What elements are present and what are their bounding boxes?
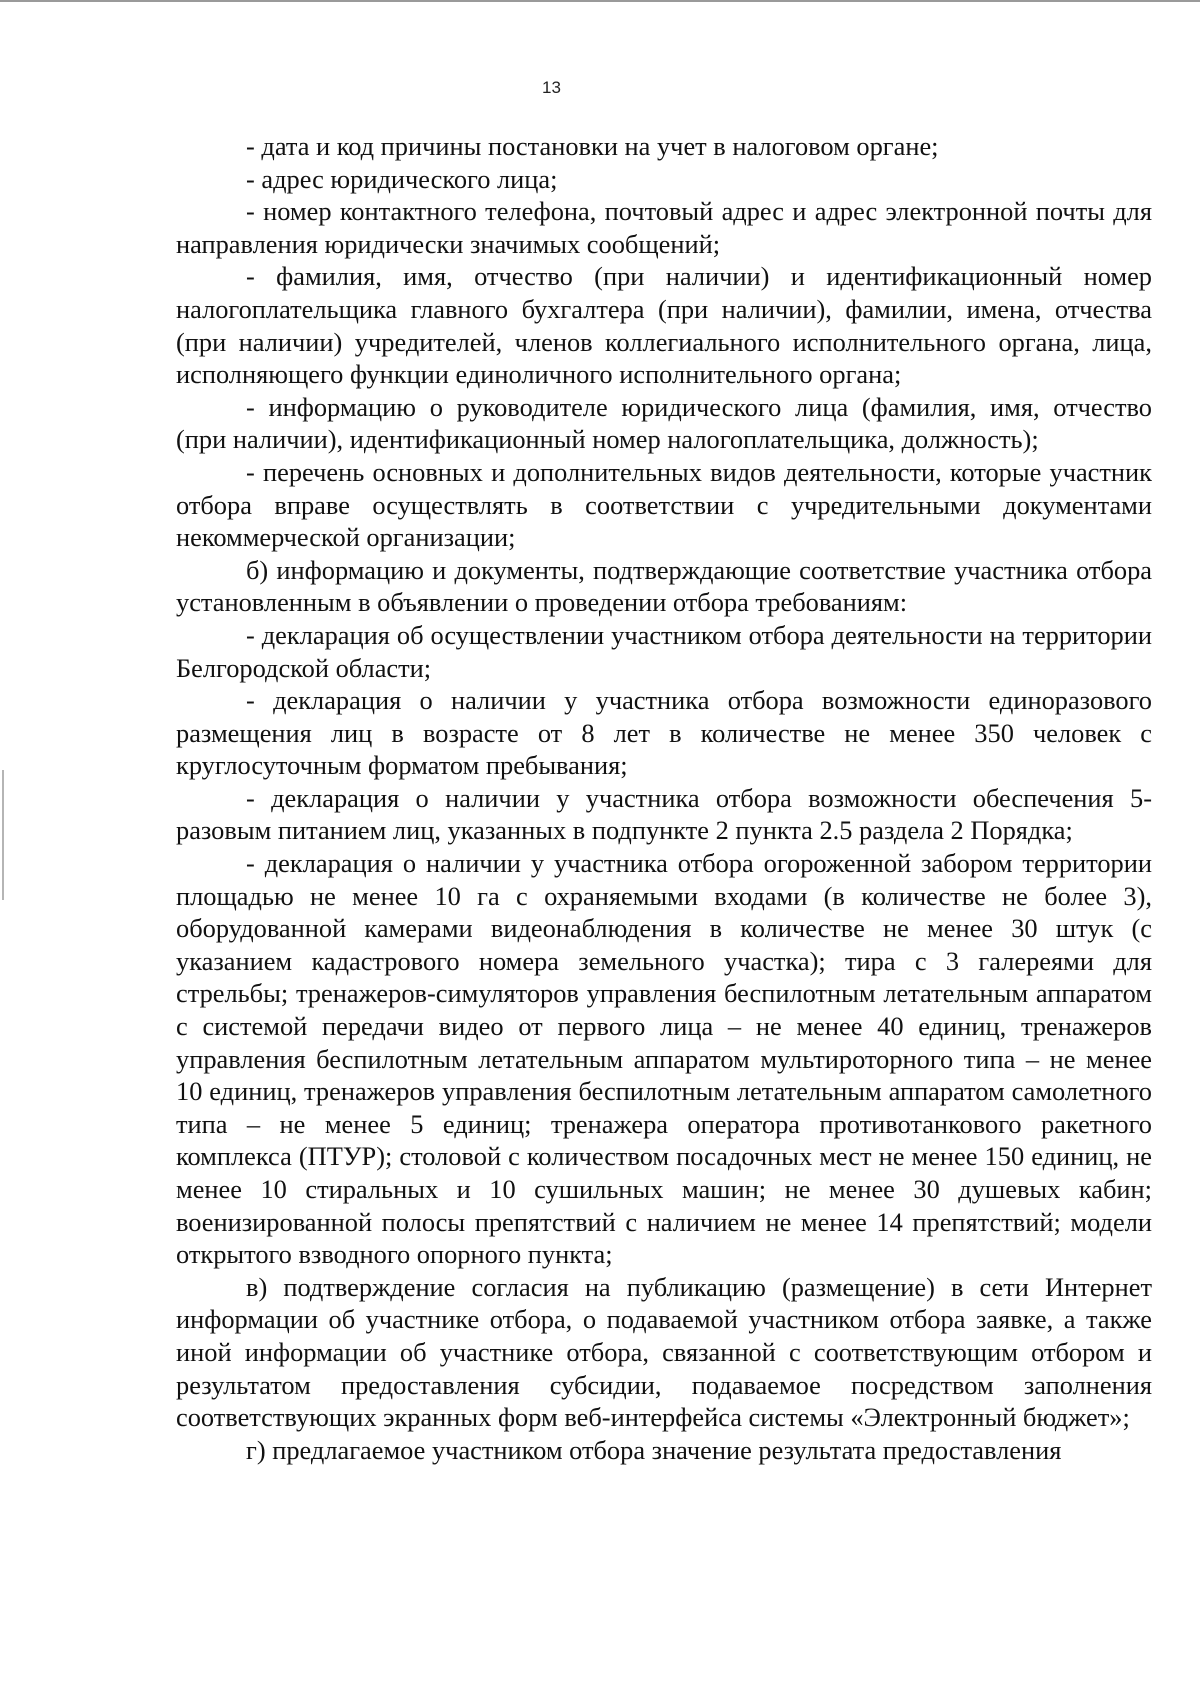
paragraph-registration-date: - дата и код причины постановки на учет в налоговом органе; xyxy=(246,131,939,161)
paragraph-accountant-founders: - фамилия, имя, отчество (при наличии) и идентификационный номер налогоплательщика главного бухгалтера (при наличии), фамилии, имена, отчества (при наличии) учредителей, членов коллегиального исполнительного органа, лица, исполняющего функции единоличного исполнительного органа; xyxy=(176,261,1152,390)
paragraph-legal-address: - адрес юридического лица; xyxy=(246,163,558,194)
paragraph-declaration-accommodation: - декларация о наличии у участника отбора возможности единоразового размещения лиц в возрасте от 8 лет в количестве не менее 350 человек с круглосуточным форматом пребывания; xyxy=(176,685,1152,781)
page-number: 13 xyxy=(542,78,561,97)
paragraph-contact-info: - номер контактного телефона, почтовый адрес и адрес электронной почты для направления юридически значимых сообщений; xyxy=(176,196,1152,259)
page-left-edge-mark xyxy=(2,770,4,900)
paragraph-declaration-meals: - декларация о наличии у участника отбора возможности обеспечения 5-разовым питанием лиц, указанных в подпункте 2 пункта 2.5 раздела 2 Порядка; xyxy=(176,782,1152,846)
paragraph-item-g: г) предлагаемое участником отбора значение результата предоставления xyxy=(246,1434,1062,1465)
paragraph-item-b: б) информацию и документы, подтверждающие соответствие участника отбора установленным в объявлении о проведении отбора требованиям: xyxy=(176,554,1152,618)
paragraph-declaration-facilities: - декларация о наличии у участника отбора огороженной забором территории площадью не менее 10 га с охраняемыми входами (в количестве не более 3), оборудованной камерами видеонаблюдения в количестве не менее 30 штук (с указанием кадастрового номера земельного участка); тира с 3 галереями для стрельбы; тренажеров-симуляторов управления беспилотным летательным аппаратом с системой передачи видео от первого лица – не менее 40 единиц, тренажеров управления беспилотным летательным аппаратом мультироторного типа – не менее 10 единиц, тренажеров управления беспилотным летательным аппаратом самолетного типа – не менее 5 единиц; тренажера оператора противотанкового ракетного комплекса (ПТУР); столовой с количеством посадочных мест не менее 150 единиц, не менее 10 стиральных и 10 сушильных машин; не менее 30 душевых кабин; военизированной полосы препятствий с наличием не менее 14 препятствий; модели открытого взводного опорного пункта; xyxy=(176,848,1152,1270)
paragraph-item-v: в) подтверждение согласия на публикацию (размещение) в сети Интернет информации об участнике отбора, о подаваемой участником отбора заявке, а также иной информации об участнике отбора, связанной с соответствующим отбором и результатом предоставления субсидии, подаваемое посредством заполнения соответствующих экранных форм веб-интерфейса системы «Электронный бюджет»; xyxy=(176,1271,1152,1433)
paragraph-head-info: - информацию о руководителе юридического лица (фамилия, имя, отчество (при наличии), идентификационный номер налогоплательщика, должность); xyxy=(176,391,1152,455)
paragraph-activities-list: - перечень основных и дополнительных видов деятельности, которые участник отбора вправе осуществлять в соответствии с учредительными документами некоммерческой организации; xyxy=(176,456,1152,553)
paragraph-declaration-territory: - декларация об осуществлении участником отбора деятельности на территории Белгородской области; xyxy=(176,619,1152,683)
page-top-edge xyxy=(0,0,1200,2)
document-body xyxy=(176,130,1152,1466)
